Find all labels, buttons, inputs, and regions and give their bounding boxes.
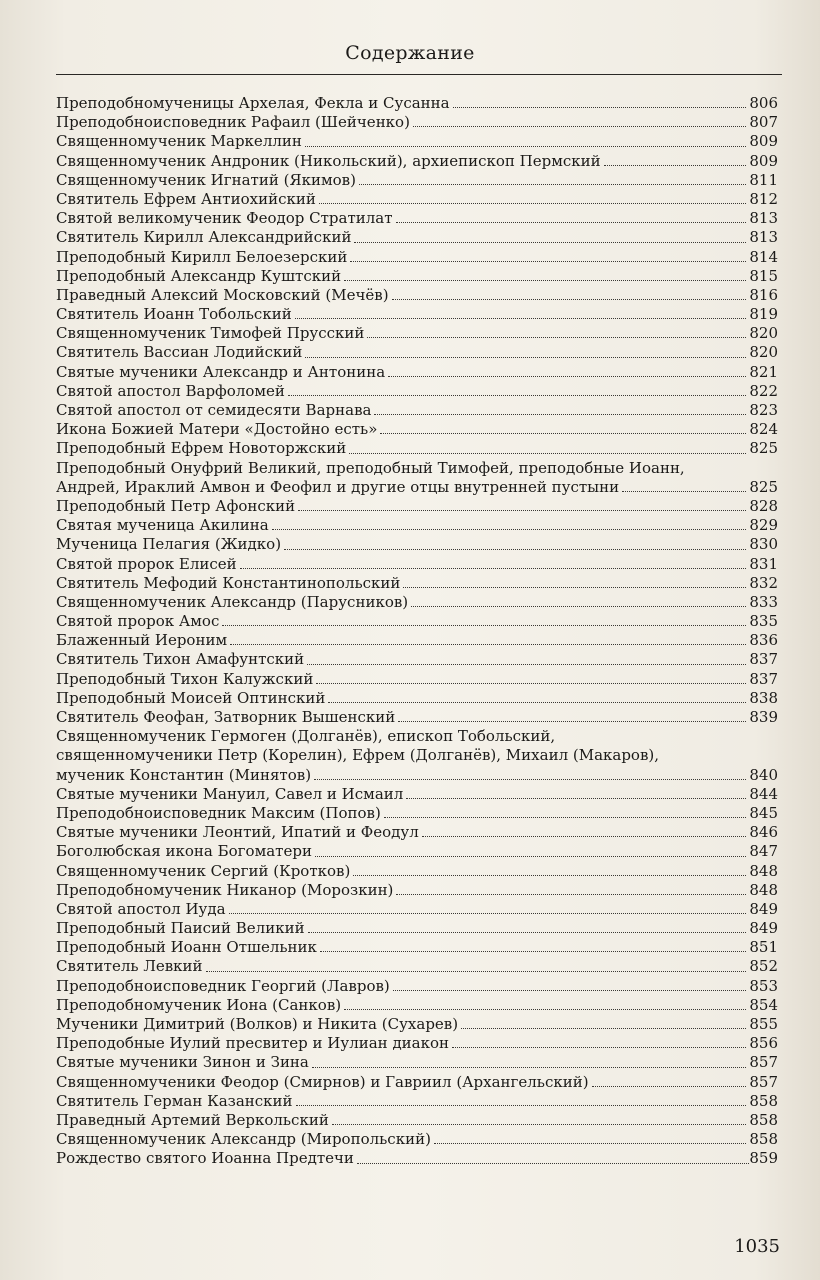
dot-leader (305, 357, 746, 358)
toc-entry (56, 593, 778, 612)
toc-entry-page: 820 (749, 324, 778, 343)
toc-entry-title: Андрей, Ираклий Амвон и Феофил и другие отцы внутренней пустыни (56, 477, 620, 496)
toc-entry-title: Святитель Мефодий Константинопольский (56, 573, 401, 592)
toc-entry-title: Святитель Герман Казанский (56, 1091, 293, 1110)
toc-entry-page: 825 (749, 477, 778, 496)
toc-entry-page: 858 (749, 1091, 778, 1110)
toc-entry-page: 813 (749, 209, 778, 228)
toc-entry (56, 248, 778, 267)
toc-entry-title: Преподобный Онуфрий Великий, преподобный Тимофей, преподобные Иоанн, (56, 458, 685, 477)
dot-leader (229, 913, 747, 914)
dot-leader (272, 529, 747, 530)
toc-entry-page: 812 (749, 189, 778, 208)
toc-entry-title: мученик Константин (Минятов) (56, 765, 312, 784)
dot-leader (284, 549, 746, 550)
toc-entry (56, 574, 778, 593)
dot-leader (422, 836, 747, 837)
toc-entry-title: Священномученики Феодор (Смирнов) и Гавриил (Архангельский) (56, 1072, 589, 1091)
toc-entry (56, 957, 778, 976)
dot-leader (312, 1067, 746, 1068)
toc-entry-title: Священномученик Игнатий (Якимов) (56, 170, 356, 189)
dot-leader (403, 587, 746, 588)
toc-entry-page: 852 (749, 957, 778, 976)
toc-entry (56, 689, 778, 708)
toc-entry-title: Преподобный Петр Афонский (56, 496, 296, 515)
dot-leader (393, 990, 747, 991)
toc-entry-page: 831 (749, 554, 778, 573)
toc-entry (56, 804, 778, 823)
toc-entry-page: 859 (749, 1149, 778, 1168)
toc-entry-page: 814 (749, 247, 778, 266)
dot-leader (316, 683, 746, 684)
dot-leader (295, 318, 747, 319)
toc-entry (56, 823, 778, 842)
toc-entry-page: 825 (749, 439, 778, 458)
toc-entry (56, 171, 778, 190)
dot-leader (354, 242, 746, 243)
toc-entry (56, 1073, 778, 1092)
toc-entry-page: 839 (749, 708, 778, 726)
toc-entry-page: 821 (749, 362, 778, 381)
toc-entry-page: 845 (749, 803, 778, 822)
toc-entry-page: 853 (749, 976, 778, 995)
dot-leader (453, 107, 747, 108)
toc-entry-title: Священномученик Гермоген (Долганёв), епископ Тобольский, (56, 727, 556, 746)
dot-leader (359, 184, 746, 185)
toc-entry (56, 938, 778, 957)
toc-entry (56, 209, 778, 228)
toc-entry (56, 1111, 778, 1130)
dot-leader (344, 1009, 746, 1010)
dot-leader (353, 875, 746, 876)
toc-entry-title: Рождество святого Иоанна Предтечи (56, 1149, 354, 1168)
toc-entry-title: Святые мученики Леонтий, Ипатий и Феодул (56, 823, 419, 842)
dot-leader (344, 280, 746, 281)
dot-leader (396, 222, 747, 223)
toc-entry (56, 190, 778, 209)
toc-entry-title: Преподобноисповедник Максим (Попов) (56, 803, 381, 822)
toc-entry-page: 844 (749, 784, 778, 803)
toc-entry-title: Святой пророк Амос (56, 612, 220, 631)
toc-entry-title: Святитель Вассиан Лодийский (56, 343, 303, 362)
toc-entry (56, 305, 778, 324)
toc-entry-page: 849 (749, 919, 778, 938)
toc-entry (56, 497, 778, 516)
dot-leader (328, 702, 746, 703)
toc-entry (56, 1015, 778, 1034)
toc-entry (56, 324, 778, 343)
dot-leader (396, 894, 746, 895)
toc-entry (56, 996, 778, 1015)
page-title: Содержание (345, 42, 475, 64)
toc-entry (56, 612, 778, 631)
toc-entry (56, 478, 778, 497)
toc-entry-page: 855 (749, 1015, 778, 1033)
dot-leader (384, 817, 747, 818)
toc-entry (56, 708, 778, 727)
toc-entry-title: Святые мученики Зинон и Зина (56, 1053, 309, 1072)
toc-entry (56, 766, 778, 785)
toc-entry-title: Святитель Тихон Амафунтский (56, 650, 305, 669)
toc-entry-title: Святая мученица Акилина (56, 516, 269, 535)
toc-entry-page: 848 (749, 880, 778, 899)
dot-leader (315, 856, 746, 857)
toc-entry (56, 555, 778, 574)
toc-entry-title: Икона Божией Матери «Достойно есть» (56, 420, 378, 439)
toc-entry (56, 401, 778, 420)
toc-entry-title: Святой апостол Иуда (56, 899, 226, 918)
toc-entry-page: 857 (749, 1072, 778, 1091)
dot-leader (350, 261, 746, 262)
toc-entry-page: 846 (749, 823, 778, 842)
toc-entry-page: 816 (749, 285, 778, 304)
toc-entry-title: священномученики Петр (Корелин), Ефрем (Долганёв), Михаил (Макаров), (56, 746, 660, 765)
toc-entry-page: 830 (749, 535, 778, 554)
toc-entry (56, 439, 778, 458)
toc-entry-page: 832 (749, 573, 778, 592)
toc-entry (56, 670, 778, 689)
toc-entry-title: Святитель Феофан, Затворник Вышенский (56, 708, 396, 726)
toc-entry-title: Священномученик Александр (Парусников) (56, 592, 409, 611)
toc-entry-title: Святой апостол Варфоломей (56, 381, 285, 400)
toc-entry (56, 228, 778, 247)
dot-leader (240, 568, 747, 569)
toc-entry-title: Праведный Артемий Веркольский (56, 1110, 329, 1129)
toc-entry-title: Священномученик Андроник (Никольский), архиепископ Пермский (56, 151, 601, 170)
dot-leader (388, 376, 746, 377)
toc-entry-page: 833 (749, 592, 778, 611)
dot-leader (411, 606, 746, 607)
dot-leader (230, 644, 746, 645)
toc-entry-title: Преподобный Паисий Великий (56, 919, 305, 938)
toc-entry-page: 811 (749, 170, 778, 189)
toc-entry (56, 343, 778, 362)
toc-entry-page: 820 (749, 343, 778, 362)
dot-leader (298, 510, 746, 511)
dot-leader (413, 126, 746, 127)
toc-entry-title: Святитель Левкий (56, 957, 203, 976)
toc-entry-page: 806 (749, 94, 778, 112)
toc-entry (56, 516, 778, 535)
toc-entry-title: Священномученик Тимофей Прусский (56, 324, 365, 343)
toc-entry (56, 459, 778, 478)
toc-entry-page: 829 (749, 516, 778, 535)
dot-leader (604, 165, 747, 166)
toc-entry (56, 286, 778, 305)
toc-entry-title: Святитель Иоанн Тобольский (56, 305, 292, 324)
dot-leader (374, 414, 746, 415)
toc-entry-title: Преподобный Ефрем Новоторжский (56, 439, 347, 458)
toc-entry-title: Священномученик Александр (Миропольский) (56, 1130, 431, 1149)
dot-leader (434, 1143, 746, 1144)
toc-entry (56, 842, 778, 861)
dot-leader (380, 433, 746, 434)
toc-entry-page: 858 (749, 1130, 778, 1149)
toc-entry-title: Преподобномученик Никанор (Морозкин) (56, 880, 394, 899)
toc-entry (56, 1053, 778, 1072)
toc-entry-page: 824 (749, 420, 778, 439)
dot-leader (392, 299, 747, 300)
dot-leader (398, 721, 746, 722)
table-of-contents (56, 94, 778, 1169)
toc-entry-page: 819 (749, 305, 778, 324)
toc-entry (56, 132, 778, 151)
toc-entry-title: Святитель Ефрем Антиохийский (56, 189, 316, 208)
dot-leader (592, 1086, 747, 1087)
toc-entry-page: 854 (749, 995, 778, 1014)
toc-entry (56, 919, 778, 938)
dot-leader (332, 1124, 747, 1125)
page-number: 1035 (734, 1236, 780, 1257)
toc-entry-title: Мученики Димитрий (Волков) и Никита (Сухарев) (56, 1015, 459, 1033)
toc-entry (56, 267, 778, 286)
toc-entry-title: Блаженный Иероним (56, 631, 228, 650)
toc-entry-page: 837 (749, 650, 778, 669)
toc-entry-title: Святой апостол от семидесяти Варнава (56, 401, 372, 419)
dot-leader (314, 779, 746, 780)
dot-leader (206, 971, 747, 972)
toc-entry-page: 809 (749, 132, 778, 151)
toc-entry (56, 382, 778, 401)
dot-leader (406, 798, 746, 799)
dot-leader (357, 1163, 749, 1164)
toc-entry (56, 363, 778, 382)
toc-entry (56, 1149, 778, 1168)
toc-entry-page: 856 (749, 1034, 778, 1053)
dot-leader (319, 203, 747, 204)
toc-entry (56, 881, 778, 900)
toc-entry-title: Праведный Алексий Московский (Мечёв) (56, 285, 389, 304)
toc-entry (56, 727, 778, 746)
toc-entry-title: Боголюбская икона Богоматери (56, 842, 312, 861)
dot-leader (349, 453, 746, 454)
toc-entry-page: 857 (749, 1053, 778, 1072)
toc-entry-page: 835 (749, 612, 778, 631)
toc-entry-title: Преподобный Моисей Оптинский (56, 688, 326, 707)
toc-entry-title: Преподобноисповедник Рафаил (Шейченко) (56, 113, 410, 132)
toc-entry (56, 977, 778, 996)
toc-entry-title: Святой великомученик Феодор Стратилат (56, 209, 393, 228)
toc-entry-page: 815 (749, 266, 778, 285)
dot-leader (320, 951, 746, 952)
toc-entry-title: Преподобный Александр Куштский (56, 266, 342, 285)
dot-leader (296, 1105, 747, 1106)
toc-entry-title: Преподобный Кирилл Белоезерский (56, 247, 348, 266)
toc-entry-page: 807 (749, 113, 778, 132)
toc-entry-title: Преподобный Тихон Калужский (56, 669, 314, 688)
toc-entry (56, 862, 778, 881)
toc-entry-title: Преподобноисповедник Георгий (Лавров) (56, 976, 390, 995)
toc-entry-title: Мученица Пелагия (Жидко) (56, 535, 282, 554)
toc-entry (56, 94, 778, 113)
dot-leader (461, 1028, 746, 1029)
toc-entry-title: Святитель Кирилл Александрийский (56, 228, 352, 247)
toc-entry-page: 849 (749, 899, 778, 918)
toc-entry-page: 838 (749, 688, 778, 707)
toc-entry-page: 813 (749, 228, 778, 247)
toc-entry (56, 746, 778, 765)
toc-entry-title: Священномученик Сергий (Кротков) (56, 861, 351, 880)
dot-leader (367, 337, 746, 338)
toc-entry (56, 535, 778, 554)
toc-entry-title: Святые мученики Мануил, Савел и Исмаил (56, 784, 404, 803)
toc-entry (56, 1034, 778, 1053)
header-divider (56, 74, 782, 75)
dot-leader (222, 625, 746, 626)
dot-leader (288, 395, 746, 396)
toc-entry-page: 851 (749, 938, 778, 957)
dot-leader (307, 664, 746, 665)
toc-entry-page: 847 (749, 842, 778, 861)
toc-entry (56, 900, 778, 919)
toc-entry (56, 650, 778, 669)
dot-leader (305, 146, 746, 147)
toc-entry-page: 836 (749, 631, 778, 650)
toc-entry-page: 837 (749, 669, 778, 688)
toc-entry-title: Преподобномученик Иона (Санков) (56, 995, 342, 1014)
dot-leader (308, 932, 747, 933)
toc-entry (56, 631, 778, 650)
toc-entry-page: 809 (749, 151, 778, 170)
toc-entry-page: 822 (749, 381, 778, 400)
toc-entry-title: Святые мученики Александр и Антонина (56, 362, 386, 381)
toc-entry-title: Преподобный Иоанн Отшельник (56, 938, 317, 957)
toc-entry (56, 420, 778, 439)
toc-entry-page: 823 (749, 401, 778, 419)
toc-entry-title: Преподобномученицы Архелая, Фекла и Сусанна (56, 94, 450, 112)
dot-leader (622, 491, 746, 492)
toc-entry-page: 840 (749, 765, 778, 784)
toc-entry (56, 152, 778, 171)
toc-entry (56, 113, 778, 132)
toc-entry-page: 858 (749, 1110, 778, 1129)
toc-entry-title: Преподобные Иулий пресвитер и Иулиан диакон (56, 1034, 450, 1053)
toc-entry (56, 785, 778, 804)
toc-entry-title: Священномученик Маркеллин (56, 132, 302, 151)
toc-entry (56, 1130, 778, 1149)
toc-entry-title: Святой пророк Елисей (56, 554, 237, 573)
toc-entry-page: 848 (749, 861, 778, 880)
toc-entry (56, 1092, 778, 1111)
toc-entry-page: 828 (749, 496, 778, 515)
dot-leader (452, 1047, 746, 1048)
